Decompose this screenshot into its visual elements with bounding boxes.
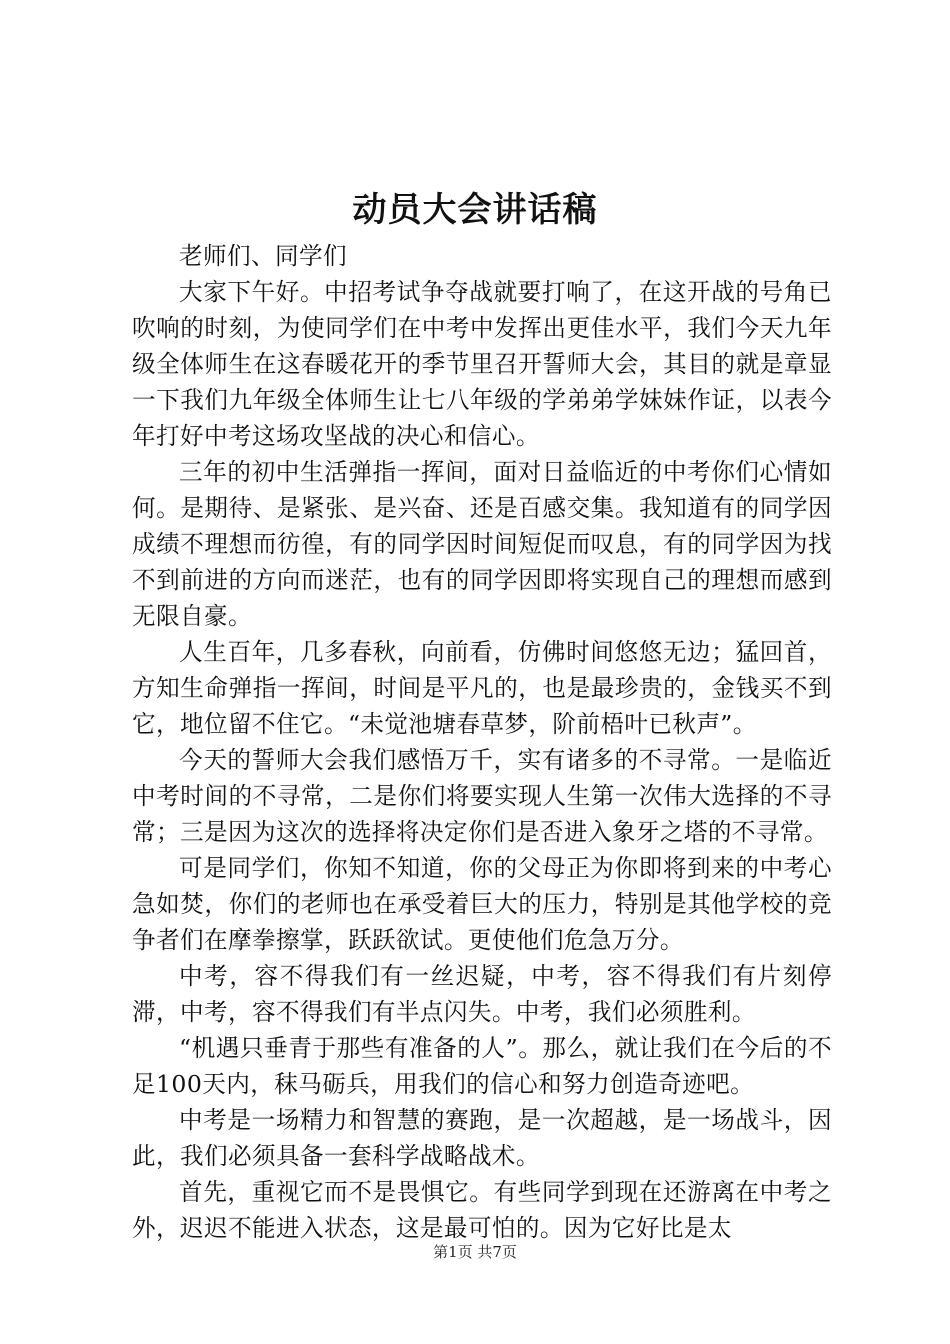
body-paragraph: 今天的誓师大会我们感悟万千，实有诸多的不寻常。一是临近中考时间的不寻常，二是你们将要实现人生第一次伟大选择的不寻常；三是因为这次的选择将决定你们是否进入象牙之塔的不寻常。 (132, 746, 832, 846)
page-number-footer: 第1页 共7页 (433, 1243, 517, 1261)
body-paragraph: 中考，容不得我们有一丝迟疑，中考，容不得我们有片刻停滞，中考，容不得我们有半点闪失。中考，我们必须胜利。 (132, 962, 832, 1026)
body-paragraph: “机遇只垂青于那些有准备的人”。那么，就让我们在今后的不足100天内，秣马砺兵，用我们的信心和努力创造奇迹吧。 (132, 1034, 832, 1098)
body-paragraph: 中考是一场精力和智慧的赛跑，是一次超越，是一场战斗，因此，我们必须具备一套科学战略战术。 (132, 1106, 832, 1170)
document-body (132, 238, 832, 1246)
document-title: 动员大会讲话稿 (352, 190, 598, 230)
body-paragraph: 大家下午好。中招考试争夺战就要打响了，在这开战的号角已吹响的时刻，为使同学们在中考中发挥出更佳水平，我们今天九年级全体师生在这春暖花开的季节里召开誓师大会，其目的就是章显一下我们九年级全体师生让七八年级的学弟弟学妹妹作证，以表今年打好中考这场攻坚战的决心和信心。 (132, 278, 832, 450)
body-paragraph: 首先，重视它而不是畏惧它。有些同学到现在还游离在中考之外，迟迟不能进入状态，这是最可怕的。因为它好比是太 (132, 1178, 832, 1242)
body-paragraph: 三年的初中生活弹指一挥间，面对日益临近的中考你们心情如何。是期待、是紧张、是兴奋、还是百感交集。我知道有的同学因成绩不理想而彷徨，有的同学因时间短促而叹息，有的同学因为找不到前进的方向而迷茫，也有的同学因即将实现自己的理想而感到无限自豪。 (132, 458, 832, 630)
body-paragraph: 人生百年，几多春秋，向前看，仿佛时间悠悠无边；猛回首，方知生命弹指一挥间，时间是平凡的，也是最珍贵的，金钱买不到它，地位留不住它。“未觉池塘春草梦，阶前梧叶已秋声”。 (132, 638, 832, 738)
salutation-paragraph: 老师们、同学们 (179, 242, 347, 270)
body-paragraph: 可是同学们，你知不知道，你的父母正为你即将到来的中考心急如焚，你们的老师也在承受着巨大的压力，特别是其他学校的竞争者们在摩拳擦掌，跃跃欲试。更使他们危急万分。 (132, 854, 832, 954)
